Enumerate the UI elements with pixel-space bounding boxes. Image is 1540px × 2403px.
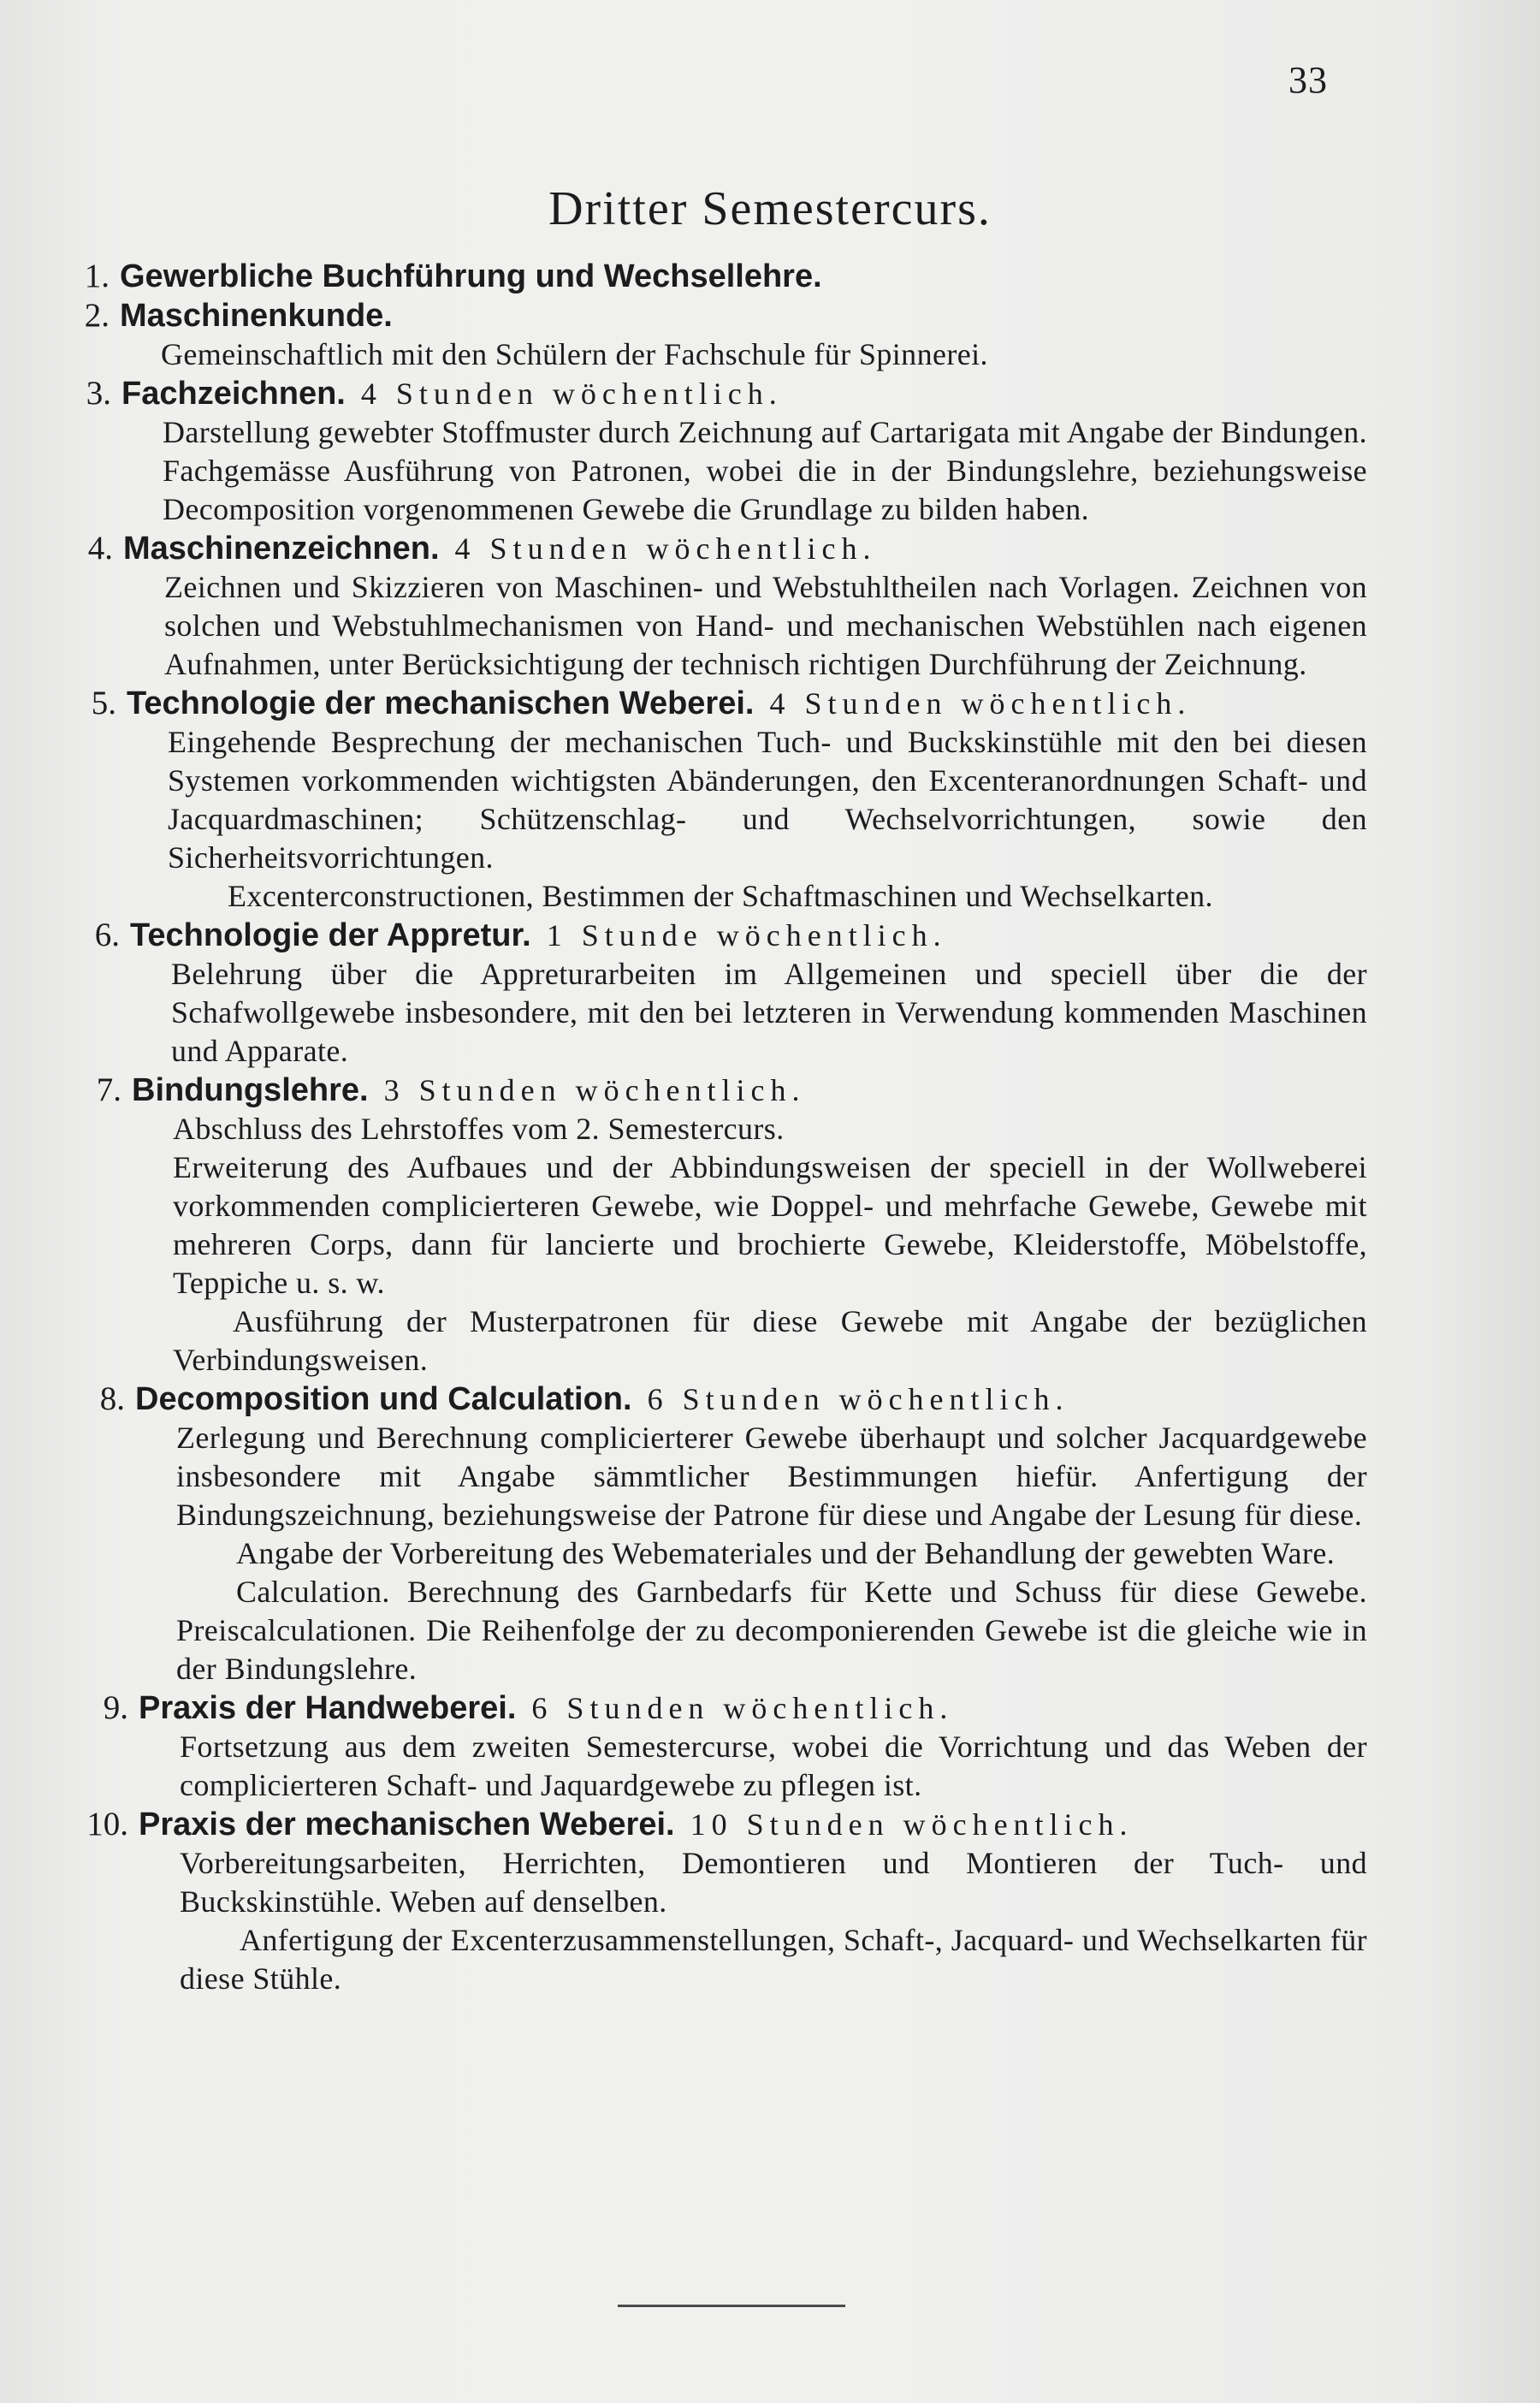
course-title: Maschinenkunde.	[120, 298, 393, 334]
course-title: Technologie der mechanischen Weberei.	[127, 685, 755, 721]
page-title: Dritter Semestercurs.	[548, 182, 992, 235]
course-item	[75, 1380, 1367, 1688]
course-number: 5.	[91, 685, 116, 721]
course-number: 1.	[84, 258, 110, 294]
course-title: Gewerbliche Buchführung und Wechsellehre.	[120, 258, 822, 294]
course-hours: 6 Stunden wöchentlich.	[531, 1691, 954, 1725]
course-title: Maschinenzeichnen.	[123, 531, 440, 567]
course-item	[60, 257, 1367, 296]
course-heading-line	[79, 1805, 1367, 1844]
course-heading-line	[79, 1688, 1367, 1728]
course-heading-line	[70, 916, 1367, 955]
closing-rule	[618, 2305, 845, 2307]
course-heading-line	[62, 374, 1367, 413]
course-item	[63, 529, 1367, 684]
course-description: Gemeinschaftlich mit den Schülern der Fachschule für Spinnerei.	[161, 337, 988, 371]
course-hours: 3 Stunden wöchentlich.	[383, 1073, 806, 1107]
course-description: Vorbereitungsarbeiten, Herrichten, Demontieren und Montieren der Tuch- und Buckskinstühle. Weben auf denselben.	[180, 1846, 1367, 1919]
course-hours: 4 Stunden wöchentlich.	[769, 686, 1192, 721]
course-hours: 4 Stunden wöchentlich.	[454, 531, 877, 566]
course-title: Praxis der mechanischen Weberei.	[139, 1807, 675, 1842]
course-item	[72, 1071, 1367, 1380]
course-description: Darstellung gewebter Stoffmuster durch Zeichnung auf Cartarigata mit Angabe der Bindungen. Fachgemässe Ausführung von Patronen, wobei die in der Bindungslehre, beziehungsweise Decomposition vorgenommenen Gewebe die Grundlage zu bilden haben.	[163, 415, 1367, 526]
course-description: Angabe der Vorbereitung des Webemateriales und der Behandlung der gewebten Ware.	[236, 1536, 1336, 1570]
course-heading-line	[60, 296, 1367, 335]
page-number: 33	[1288, 59, 1328, 101]
course-item	[67, 684, 1367, 916]
course-heading-line	[63, 529, 1367, 568]
curriculum-list	[60, 257, 1367, 1998]
course-number: 8.	[99, 1380, 125, 1417]
course-hours: 6 Stunden wöchentlich.	[647, 1382, 1069, 1416]
course-description: Zeichnen und Skizzieren von Maschinen- und Webstuhltheilen nach Vorlagen. Zeichnen von solchen und Webstuhlmechanismen von Hand- und mechanischen Webstühlen nach eigenen Aufnahmen, unter Berücksichtigung der technisch richtigen Durchführung der Zeichnung.	[164, 570, 1367, 681]
course-description: Ausführung der Musterpatronen für diese Gewebe mit Angabe der bezüglichen Verbindungsweisen.	[173, 1304, 1367, 1377]
course-heading-line	[75, 1380, 1367, 1419]
course-heading-line	[60, 257, 1367, 296]
course-number: 9.	[103, 1689, 128, 1726]
course-number: 4.	[87, 530, 113, 567]
course-heading-line	[67, 684, 1367, 723]
course-description: Eingehende Besprechung der mechanischen Tuch- und Buckskinstühle mit den bei diesen Systemen vorkommenden wichtigsten Abänderungen, den Excenteranordnungen Schaft- und Jacquardmaschinen; Schützenschlag- und Wechselvorrichtungen, sowie den Sicherheitsvorrichtungen.	[168, 725, 1367, 875]
course-hours: 1 Stunde wöchentlich.	[546, 918, 947, 952]
course-number: 2.	[84, 297, 110, 334]
course-title: Decomposition und Calculation.	[135, 1381, 632, 1417]
course-item	[79, 1805, 1367, 1998]
course-hours: 10 Stunden wöchentlich.	[690, 1807, 1134, 1842]
course-number: 3.	[86, 375, 111, 412]
course-title: Praxis der Handweberei.	[139, 1690, 517, 1726]
course-item	[70, 916, 1367, 1071]
course-title: Technologie der Appretur.	[130, 917, 531, 953]
course-description: Erweiterung des Aufbaues und der Abbindungsweisen der speciell in der Wollweberei vorkommenden complicierteren Gewebe, wie Doppel- und mehrfache Gewebe, Gewebe mit mehreren Corps, dann für lancierte und brochierte Gewebe, Kleiderstoffe, Möbelstoffe, Teppiche u. s. w.	[173, 1150, 1367, 1300]
course-description: Anfertigung der Excenterzusammenstellungen, Schaft-, Jacquard- und Wechselkarten für diese Stühle.	[180, 1923, 1367, 1996]
course-description: Zerlegung und Berechnung complicierterer Gewebe überhaupt und solcher Jacquardgewebe insbesondere mit Angabe sämmtlicher Bestimmungen hiefür. Anfertigung der Bindungszeichnung, beziehungsweise der Patrone für diese und Angabe der Lesung für diese.	[176, 1421, 1367, 1532]
course-number: 7.	[96, 1071, 121, 1108]
course-hours: 4 Stunden wöchentlich.	[360, 377, 783, 411]
course-number: 10.	[86, 1806, 128, 1842]
course-description: Calculation. Berechnung des Garnbedarfs für Kette und Schuss für diese Gewebe. Preiscalculationen. Die Reihenfolge der zu decomponierenden Gewebe ist die gleiche wie in der Bindungslehre.	[176, 1575, 1367, 1686]
course-heading-line	[72, 1071, 1367, 1110]
course-description: Fortsetzung aus dem zweiten Semestercurse, wobei die Vorrichtung und das Weben der complicierteren Schaft- und Jaquardgewebe zu pflegen ist.	[180, 1730, 1367, 1802]
course-description: Excenterconstructionen, Bestimmen der Schaftmaschinen und Wechselkarten.	[228, 879, 1213, 913]
course-item	[62, 374, 1367, 529]
course-description: Belehrung über die Appreturarbeiten im Allgemeinen und speciell über die der Schafwollgewebe insbesondere, mit den bei letzteren in Verwendung kommenden Maschinen und Apparate.	[171, 957, 1367, 1068]
course-number: 6.	[94, 917, 120, 953]
course-title: Fachzeichnen.	[121, 376, 346, 412]
course-item	[60, 296, 1367, 374]
course-title: Bindungslehre.	[132, 1072, 369, 1108]
course-item	[79, 1688, 1367, 1805]
course-description: Abschluss des Lehrstoffes vom 2. Semestercurs.	[173, 1112, 785, 1146]
